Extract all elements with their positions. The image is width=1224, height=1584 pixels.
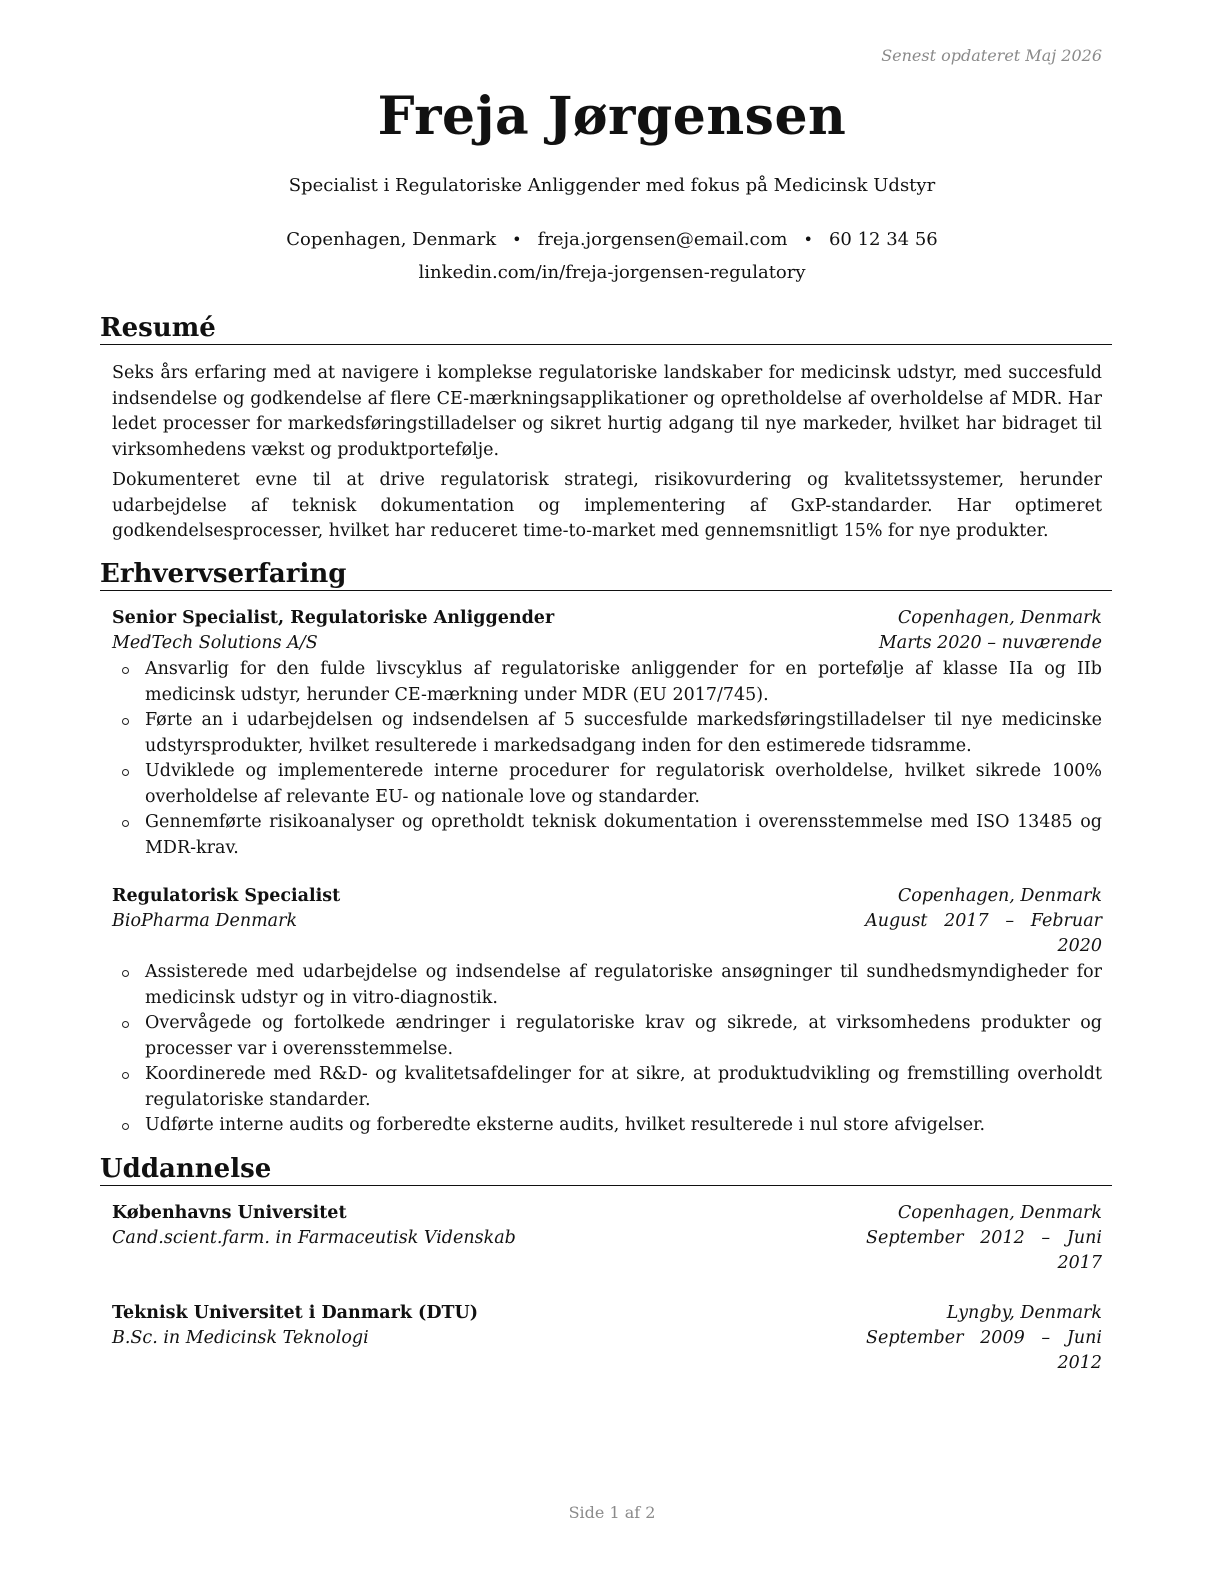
job-bullets (112, 960, 1102, 1139)
education-dates-continued: 2017 (1057, 1253, 1102, 1273)
circle-bullet-icon (122, 769, 129, 776)
job-company: MedTech Solutions A/S (112, 633, 318, 653)
job-header (112, 884, 1102, 956)
education-entry (112, 1201, 1102, 1273)
bullet-separator: • (512, 230, 522, 249)
job-dates-continued: 2020 (1057, 936, 1102, 956)
job-location: Copenhagen, Denmark (897, 608, 1102, 628)
section-title-summary: Resumé (100, 314, 1112, 345)
degree-name: Cand.scient.farm. in Farmaceutisk Videnskab (112, 1228, 516, 1248)
education-entry (112, 1301, 1102, 1373)
section-title-experience: Erhvervserfaring (100, 560, 1112, 591)
degree-name: B.Sc. in Medicinsk Teknologi (112, 1328, 369, 1348)
contact-phone: 60 12 34 56 (828, 229, 938, 250)
job-header (112, 606, 1102, 656)
bullet-text: Ansvarlig for den fulde livscyklus af regulatoriske anliggender for en portefølje af klasse IIa og IIb medicinsk udstyr, herunder CE-mærkning under MDR (EU 2017/745). (145, 659, 1102, 705)
list-item (112, 1113, 1102, 1139)
list-item (112, 1011, 1102, 1062)
last-updated: Senest opdateret Maj 2026 (881, 46, 1102, 65)
bullet-separator: • (803, 230, 813, 249)
job-dates: August 2017 – Februar (865, 911, 1102, 931)
job-bullets (112, 657, 1102, 861)
list-item (112, 759, 1102, 810)
school-name: Teknisk Universitet i Danmark (DTU) (112, 1303, 479, 1323)
job-company: BioPharma Denmark (112, 911, 298, 931)
job-location: Copenhagen, Denmark (897, 886, 1102, 906)
candidate-headline: Specialist i Regulatoriske Anliggender med fokus på Medicinsk Udstyr (288, 175, 936, 196)
bullet-text: Gennemførte risikoanalyser og opretholdt teknisk dokumentation i overensstemmelse med ISO 13485 og MDR-krav. (145, 812, 1102, 858)
bullet-text: Førte an i udarbejdelsen og indsendelsen af 5 succesfulde markedsføringstilladelser til nye medicinske udstyrsprodukter, hvilket resulterede i markedsadgang inden for den estimerede tidsramme. (145, 710, 1102, 756)
list-item (112, 708, 1102, 759)
candidate-name: Freja Jørgensen (377, 86, 847, 147)
circle-bullet-icon (122, 1021, 129, 1028)
bullet-text: Udviklede og implementerede interne procedurer for regulatorisk overholdelse, hvilket sikrede 100% overholdelse af relevante EU- og nationale love og standarder. (145, 761, 1102, 807)
circle-bullet-icon (122, 970, 129, 977)
circle-bullet-icon (122, 667, 129, 674)
job-dates: Marts 2020 – nuværende (878, 633, 1102, 653)
list-item (112, 960, 1102, 1011)
circle-bullet-icon (122, 1123, 129, 1130)
job-title: Senior Specialist, Regulatoriske Anliggender (112, 608, 555, 628)
school-location: Copenhagen, Denmark (897, 1203, 1102, 1223)
bullet-text: Assisterede med udarbejdelse og indsendelse af regulatoriske ansøgninger til sundhedsmyndigheder for medicinsk udstyr og in vitro-diagnostik. (145, 962, 1102, 1008)
bullet-text: Koordinerede med R&D- og kvalitetsafdelinger for at sikre, at produktudvikling og fremstilling overholdt regulatoriske standarder. (145, 1064, 1102, 1110)
contact-email[interactable]: freja.jorgensen@email.com (537, 229, 788, 250)
school-name: Københavns Universitet (112, 1203, 347, 1223)
education-dates: September 2009 – Juni (866, 1328, 1102, 1348)
school-location: Lyngby, Denmark (946, 1303, 1102, 1323)
list-item (112, 1062, 1102, 1113)
bullet-text: Overvågede og fortolkede ændringer i regulatoriske krav og sikrede, at virksomhedens produkter og processer var i overensstemmelse. (145, 1013, 1102, 1059)
bullet-text: Udførte interne audits og forberedte eksterne audits, hvilket resulterede i nul store afvigelser. (145, 1115, 986, 1135)
circle-bullet-icon (122, 1072, 129, 1079)
page-number: Side 1 af 2 (568, 1503, 656, 1522)
contact-line (0, 229, 1224, 250)
job-title: Regulatorisk Specialist (112, 886, 341, 906)
list-item (112, 657, 1102, 708)
summary-paragraph: Seks års erfaring med at navigere i komplekse regulatoriske landskaber for medicinsk udstyr, med succesfuld indsendelse og godkendelse af flere CE-mærkningsapplikationer og opretholdelse af overholdelse af MDR. Har ledet processer for markedsføringstilladelser og sikret hurtig adgang til nye markeder, hvilket har bidraget til virksomhedens vækst og produktportefølje. (112, 363, 1102, 460)
education-dates: September 2012 – Juni (866, 1228, 1102, 1248)
education-dates-continued: 2012 (1057, 1353, 1102, 1373)
circle-bullet-icon (122, 718, 129, 725)
summary-paragraph: Dokumenteret evne til at drive regulatorisk strategi, risikovurdering og kvalitetssystemer, herunder udarbejdelse af teknisk dokumentation og implementering af GxP-standarder. Har optimeret godkendelsesprocesser, hvilket har reduceret time-to-market med gennemsnitligt 15% for nye produkter. (112, 470, 1102, 541)
list-item (112, 810, 1102, 861)
section-title-education: Uddannelse (100, 1155, 1112, 1186)
circle-bullet-icon (122, 820, 129, 827)
contact-linkedin[interactable]: linkedin.com/in/freja-jorgensen-regulatory (418, 262, 806, 283)
contact-location: Copenhagen, Denmark (286, 229, 497, 250)
